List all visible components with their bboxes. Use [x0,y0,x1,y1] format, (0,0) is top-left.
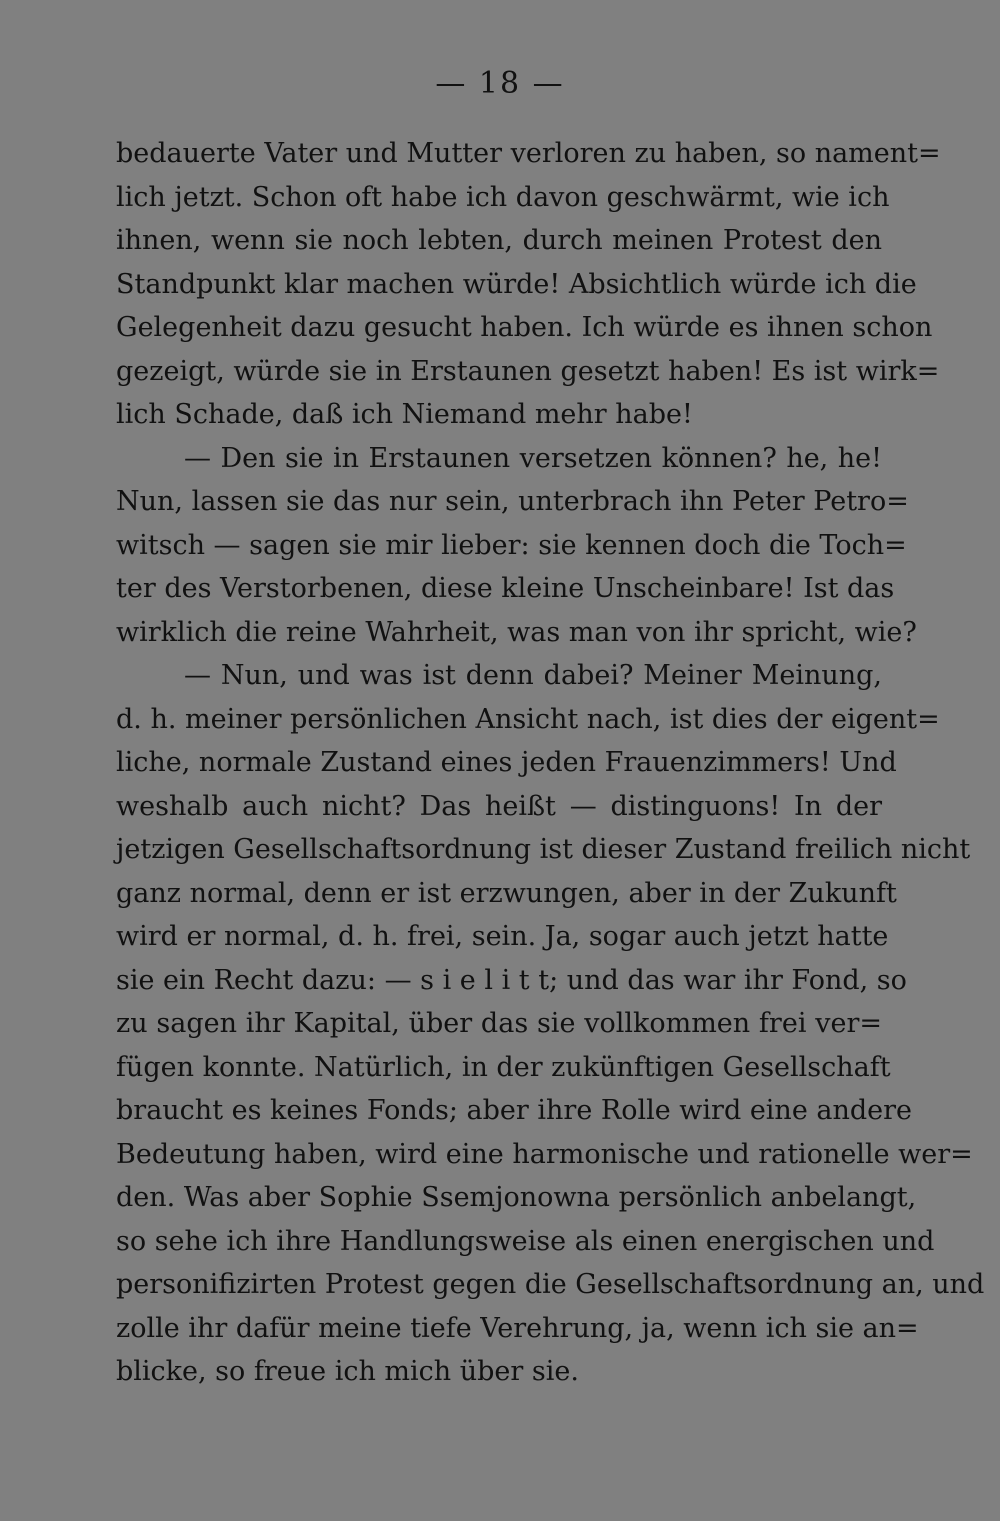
text-line: blicke, so freue ich mich über sie. [116,1356,579,1387]
text-line: jetzigen Gesellschaftsordnung ist dieser Zustand freilich nicht [116,834,971,865]
text-line: — Nun, und was ist denn dabei? Meiner Meinung, [184,660,882,691]
text-line: wirklich die reine Wahrheit, was man von ihr spricht, wie? [116,616,917,648]
text-line: braucht es keines Fonds; aber ihre Rolle wird eine andere [116,1095,913,1126]
body-text [116,132,985,1394]
text-line: sie ein Recht dazu: — s i e l i t t; und das war ihr Fond, so [116,964,907,996]
text-line: Nun, lassen sie das nur sein, unterbrach ihn Peter Petro= [116,486,909,517]
text-line: Gelegenheit dazu gesucht haben. Ich würde es ihnen schon [116,312,933,343]
text-line: d. h. meiner persönlichen Ansicht nach, ist dies der eigent= [116,703,940,735]
text-line: gezeigt, würde sie in Erstaunen gesetzt haben! Es ist wirk= [116,355,940,387]
text-line: bedauerte Vater und Mutter verloren zu haben, so nament= [116,138,941,169]
page-number: — 18 — [435,66,565,101]
text-line: lich jetzt. Schon oft habe ich davon geschwärmt, wie ich [116,181,890,213]
text-line: wird er normal, d. h. frei, sein. Ja, sogar auch jetzt hatte [116,921,889,952]
text-line: den. Was aber Sophie Ssemjonowna persönlich anbelangt, [116,1182,917,1213]
text-line: ganz normal, denn er ist erzwungen, aber in der Zukunft [116,877,897,909]
text-line: weshalb auch nicht? Das heißt — distinguons! In der [116,790,882,822]
text-line: zolle ihr dafür meine tiefe Verehrung, ja, wenn ich sie an= [116,1312,919,1344]
text-line: so sehe ich ihre Handlungsweise als einen energischen und [116,1225,935,1257]
text-line: liche, normale Zustand eines jeden Frauenzimmers! Und [116,747,897,778]
text-line: Standpunkt klar machen würde! Absichtlich würde ich die [116,268,917,300]
text-line: zu sagen ihr Kapital, über das sie vollkommen frei ver= [116,1008,882,1039]
text-line: — Den sie in Erstaunen versetzen können? he, he! [184,442,882,474]
text-line: ter des Verstorbenen, diese kleine Unscheinbare! Ist das [116,573,895,604]
text-line: fügen konnte. Natürlich, in der zukünftigen Gesellschaft [116,1051,891,1083]
text-line: witsch — sagen sie mir lieber: sie kennen doch die Toch= [116,529,907,561]
text-line: Bedeutung haben, wird eine harmonische und rationelle wer= [116,1138,973,1170]
text-line: ihnen, wenn sie noch lebten, durch meinen Protest den [116,225,882,256]
text-line: lich Schade, daß ich Niemand mehr habe! [116,399,693,430]
text-line: personifizirten Protest gegen die Gesellschaftsordnung an, und [116,1269,985,1300]
